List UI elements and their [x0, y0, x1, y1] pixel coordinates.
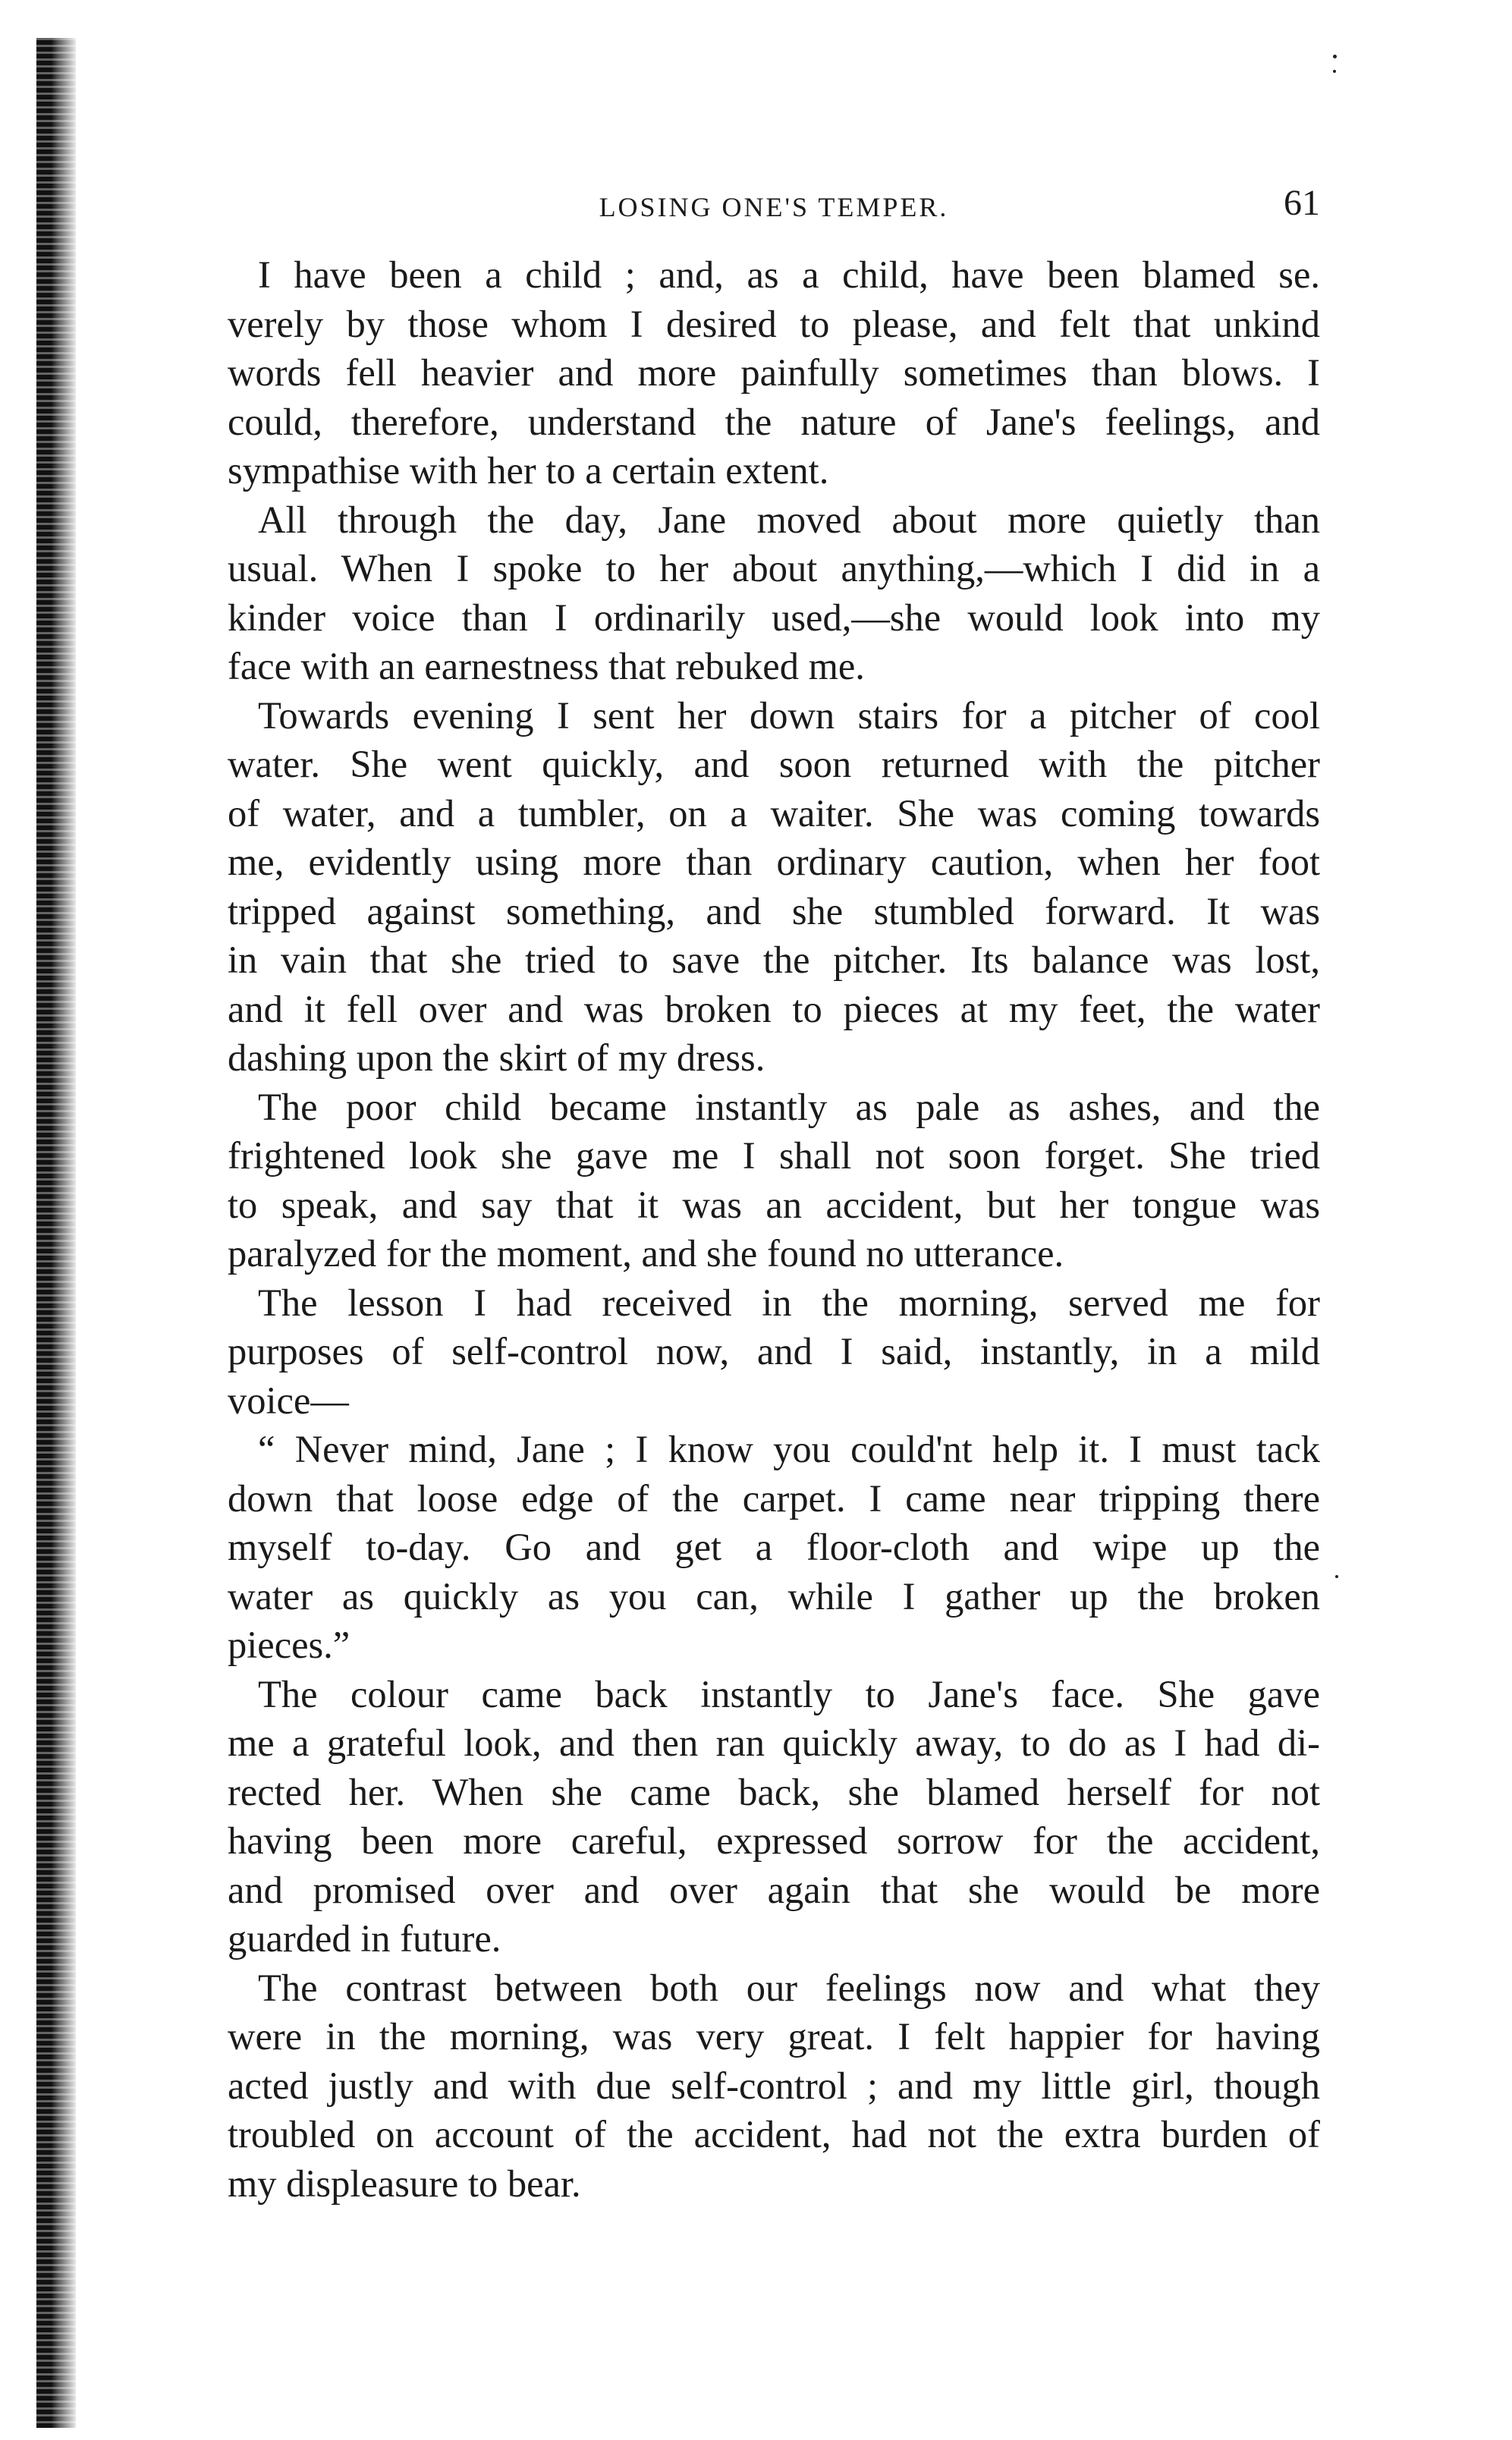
text-line: verely by those whom I desired to please, and felt that unkind [228, 302, 1320, 345]
text-line: to speak, and say that it was an accident, but her tongue was [228, 1183, 1320, 1226]
text-line: troubled on account of the accident, had not the extra burden of [228, 2113, 1320, 2155]
text-line: pieces.” [228, 1624, 350, 1666]
text-line: me, evidently using more than ordinary caution, when her foot [228, 841, 1320, 883]
text-line: my displeasure to bear. [228, 2162, 581, 2205]
paragraph [228, 1278, 1320, 1426]
scan-speck [1333, 70, 1336, 73]
text-line: myself to-day. Go and get a floor-cloth and wipe up the [228, 1526, 1320, 1568]
text-line: were in the morning, was very great. I felt happier for having [228, 2015, 1320, 2058]
text-line: and promised over and over again that she would be more [228, 1868, 1320, 1911]
scan-speck [1335, 1575, 1338, 1578]
text-line: voice— [228, 1379, 349, 1422]
paragraph [228, 1425, 1320, 1670]
paragraph [228, 1670, 1320, 1964]
paragraph [228, 691, 1320, 1083]
text-line: frightened look she gave me I shall not soon forget. She tried [228, 1134, 1320, 1177]
text-line: usual. When I spoke to her about anything,—which I did in a [228, 547, 1320, 590]
running-title: LOSING ONE'S TEMPER. [599, 192, 949, 222]
text-line: purposes of self-control now, and I said, instantly, in a mild [228, 1330, 1320, 1372]
running-head [228, 182, 1320, 235]
paragraph [228, 1964, 1320, 2209]
text-line: kinder voice than I ordinarily used,—she would look into my [228, 596, 1320, 639]
text-line: and it fell over and was broken to pieces at my feet, the water [228, 987, 1320, 1030]
text-line: Towards evening I sent her down stairs for a pitcher of cool [258, 693, 1320, 737]
text-line: rected her. When she came back, she blamed herself for not [228, 1770, 1320, 1813]
text-line: The contrast between both our feelings now and what they [258, 1966, 1320, 2009]
text-line: “ Never mind, Jane ; I know you could'nt help it. I must tack [258, 1428, 1320, 1470]
text-line: in vain that she tried to save the pitcher. Its balance was lost, [228, 939, 1320, 981]
paragraph [228, 495, 1320, 691]
text-line: could, therefore, understand the nature of Jane's feelings, and [228, 400, 1320, 443]
text-line: The colour came back instantly to Jane's face. She gave [258, 1672, 1320, 1715]
paragraph [228, 250, 1320, 495]
body-text [228, 250, 1320, 2208]
paragraph [228, 1083, 1320, 1278]
text-line: sympathise with her to a certain extent. [228, 449, 829, 492]
book-page [228, 182, 1320, 2208]
text-line: me a grateful look, and then ran quickly away, to do as I had di- [228, 1722, 1320, 1764]
page-number: 61 [1284, 183, 1320, 223]
text-line: water. She went quickly, and soon returned with the pitcher [228, 743, 1320, 785]
text-line: tripped against something, and she stumbled forward. It was [228, 889, 1320, 932]
text-line: acted justly and with due self-control ; and my little girl, though [228, 2064, 1320, 2107]
text-line: having been more careful, expressed sorrow for the accident, [228, 1819, 1320, 1862]
text-line: of water, and a tumbler, on a waiter. She was coming towards [228, 791, 1320, 835]
text-line: guarded in future. [228, 1917, 501, 1960]
text-line: I have been a child ; and, as a child, have been blamed se. [258, 253, 1320, 296]
text-line: face with an earnestness that rebuked me. [228, 645, 865, 687]
scan-speck [1333, 55, 1337, 58]
scan-binding-edge [36, 38, 76, 2428]
text-line: paralyzed for the moment, and she found no utterance. [228, 1232, 1064, 1275]
text-line: words fell heavier and more painfully sometimes than blows. I [228, 351, 1320, 394]
text-line: The poor child became instantly as pale as ashes, and the [258, 1085, 1320, 1128]
text-line: All through the day, Jane moved about more quietly than [258, 498, 1320, 541]
text-line: The lesson I had received in the morning, served me for [258, 1281, 1320, 1324]
text-line: water as quickly as you can, while I gather up the broken [228, 1574, 1320, 1618]
text-line: dashing upon the skirt of my dress. [228, 1036, 765, 1079]
text-line: down that loose edge of the carpet. I came near tripping there [228, 1476, 1320, 1520]
